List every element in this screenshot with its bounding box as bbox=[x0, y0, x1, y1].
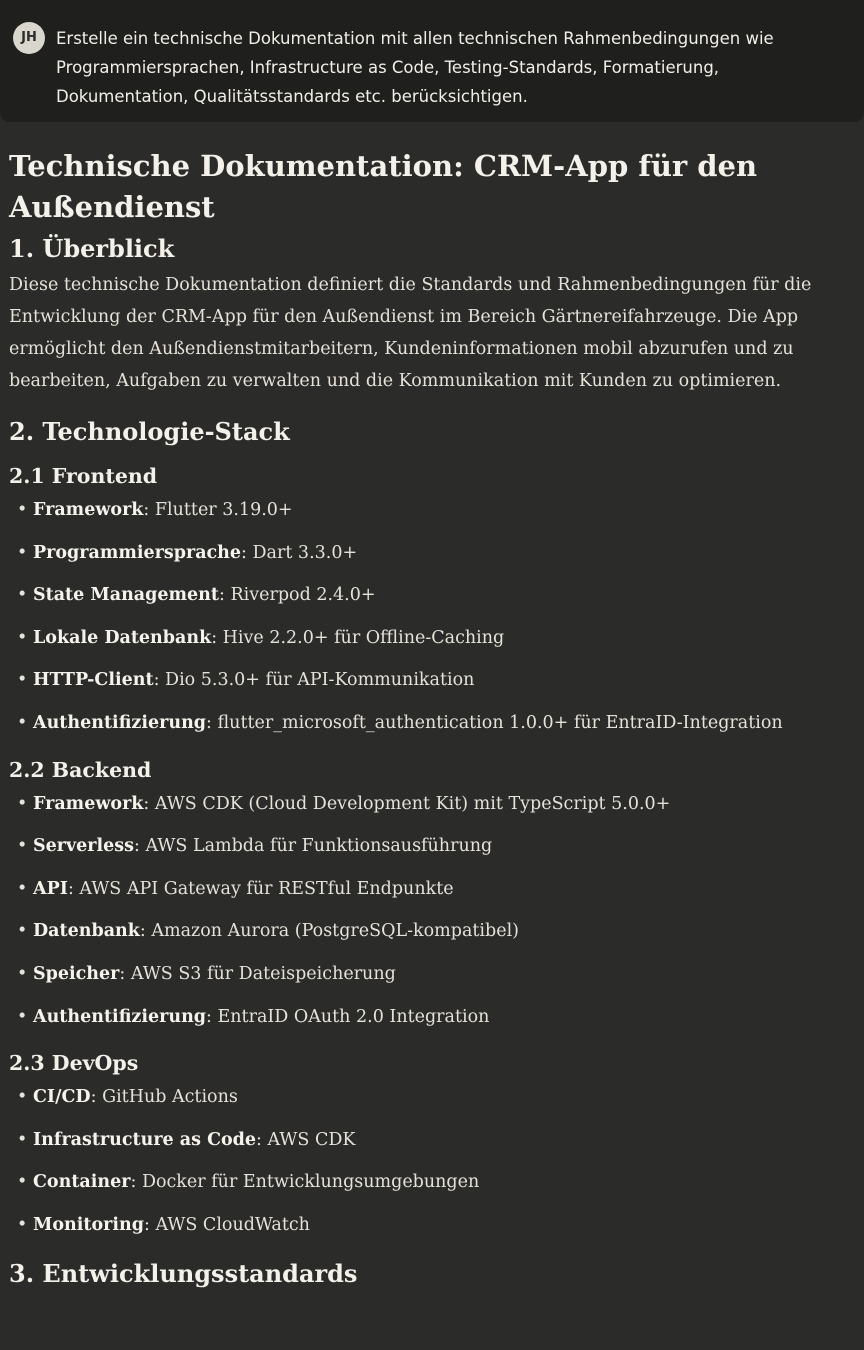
list-item-label: Container bbox=[33, 1172, 131, 1193]
overview-paragraph: Diese technische Dokumentation definiert die Standards und Rahmenbedingungen für die Entwicklung der CRM-App für den Außendienst im Bereich Gärtnereifahrzeuge. Die App ermöglicht den Außendienstmitarbeitern, Kundeninformationen mobil abzurufen und zu bearbeiten, Aufgaben zu verwalten und die Kommunikation mit Kunden zu optimieren. bbox=[9, 275, 812, 391]
list-item-label: Framework bbox=[33, 793, 144, 814]
list-item: • Speicher: AWS S3 für Dateispeicherung bbox=[17, 963, 396, 984]
list-item: • Authentifizierung: EntraID OAuth 2.0 Integration bbox=[17, 1006, 490, 1027]
list-item-value: : Hive 2.2.0+ für Offline-Caching bbox=[211, 627, 505, 648]
list-item: • Framework: AWS CDK (Cloud Development Kit) mit TypeScript 5.0.0+ bbox=[17, 793, 671, 814]
list-item-label: Authentifizierung bbox=[33, 1006, 207, 1027]
list-item: • State Management: Riverpod 2.4.0+ bbox=[17, 585, 376, 606]
list-item-value: : Riverpod 2.4.0+ bbox=[218, 585, 376, 606]
list-item: • CI/CD: GitHub Actions bbox=[17, 1087, 238, 1108]
list-item-value: : Docker für Entwicklungsumgebungen bbox=[130, 1172, 480, 1193]
list-item: • Lokale Datenbank: Hive 2.2.0+ für Offline-Caching bbox=[17, 627, 505, 648]
list-item-value: : AWS CDK bbox=[256, 1129, 356, 1150]
list-item-label: API bbox=[33, 878, 68, 899]
list-item-value: : EntraID OAuth 2.0 Integration bbox=[206, 1006, 490, 1027]
subsection-heading-backend: 2.2 Backend bbox=[9, 757, 152, 782]
list-item-value: : AWS Lambda für Funktionsausführung bbox=[134, 836, 493, 857]
section-heading-overview: 1. Überblick bbox=[9, 234, 175, 263]
list-item-label: Authentifizierung bbox=[33, 712, 207, 733]
user-message bbox=[0, 0, 864, 122]
document-title: Technische Dokumentation: CRM-App für den Außendienst bbox=[9, 149, 758, 224]
list-item: • Programmiersprache: Dart 3.3.0+ bbox=[17, 542, 358, 563]
subsection-heading-devops: 2.3 DevOps bbox=[9, 1051, 139, 1076]
list-item-label: HTTP-Client bbox=[33, 670, 154, 691]
avatar: JH bbox=[13, 22, 45, 54]
section-heading-dev-standards: 3. Entwicklungsstandards bbox=[9, 1258, 358, 1288]
list-item-label: Framework bbox=[33, 500, 144, 520]
list-item: • HTTP-Client: Dio 5.3.0+ für API-Kommunikation bbox=[17, 670, 475, 691]
user-message-text: Erstelle ein technische Dokumentation mit allen technischen Rahmenbedingungen wie Programmiersprachen, Infrastructure as Code, Testing-Standards, Formatierung, Dokumentation, Qualitätsstandards etc. berücksichtigen. bbox=[56, 29, 774, 106]
subsection-heading-frontend: 2.1 Frontend bbox=[9, 464, 158, 488]
list-item-value: : Amazon Aurora (PostgreSQL-kompatibel) bbox=[139, 921, 519, 942]
list-item-value: : GitHub Actions bbox=[90, 1087, 238, 1108]
list-item: • Datenbank: Amazon Aurora (PostgreSQL-kompatibel) bbox=[17, 921, 519, 942]
list-item: • Serverless: AWS Lambda für Funktionsausführung bbox=[17, 836, 493, 857]
list-item: • API: AWS API Gateway für RESTful Endpunkte bbox=[17, 878, 454, 899]
list-item-label: Serverless bbox=[33, 836, 135, 857]
assistant-response bbox=[9, 146, 857, 1291]
list-item-label: Datenbank bbox=[33, 921, 140, 942]
list-item-value: : Dio 5.3.0+ für API-Kommunikation bbox=[153, 670, 475, 691]
list-item: • Infrastructure as Code: AWS CDK bbox=[17, 1129, 356, 1150]
list-item-value: : AWS CDK (Cloud Development Kit) mit TypeScript 5.0.0+ bbox=[143, 793, 671, 814]
list-item-label: Lokale Datenbank bbox=[33, 627, 212, 648]
list-item-value: : Dart 3.3.0+ bbox=[241, 542, 358, 563]
list-item: • Authentifizierung: flutter_microsoft_authentication 1.0.0+ für EntraID-Integration bbox=[17, 712, 783, 733]
list-item-value: : AWS S3 für Dateispeicherung bbox=[119, 963, 396, 984]
list-item-label: Monitoring bbox=[33, 1214, 144, 1235]
devops-list bbox=[9, 1076, 857, 1246]
list-item-value: : Flutter 3.19.0+ bbox=[143, 500, 293, 520]
list-item-value: : AWS API Gateway für RESTful Endpunkte bbox=[67, 878, 454, 899]
list-item-label: CI/CD bbox=[33, 1087, 91, 1108]
list-item-label: Programmiersprache bbox=[33, 542, 242, 563]
list-item: • Monitoring: AWS CloudWatch bbox=[17, 1214, 310, 1235]
list-item-value: : flutter_microsoft_authentication 1.0.0+ für EntraID-Integration bbox=[206, 712, 783, 733]
list-item-label: Infrastructure as Code bbox=[33, 1129, 257, 1150]
list-item-label: State Management bbox=[33, 585, 219, 606]
backend-list bbox=[9, 783, 857, 1039]
list-item-value: : AWS CloudWatch bbox=[144, 1214, 310, 1235]
list-item: • Framework: Flutter 3.19.0+ bbox=[17, 500, 293, 520]
list-item: • Container: Docker für Entwicklungsumgebungen bbox=[17, 1172, 480, 1193]
list-item-label: Speicher bbox=[33, 963, 120, 984]
section-heading-tech-stack: 2. Technologie-Stack bbox=[9, 417, 290, 446]
frontend-list bbox=[9, 489, 857, 745]
